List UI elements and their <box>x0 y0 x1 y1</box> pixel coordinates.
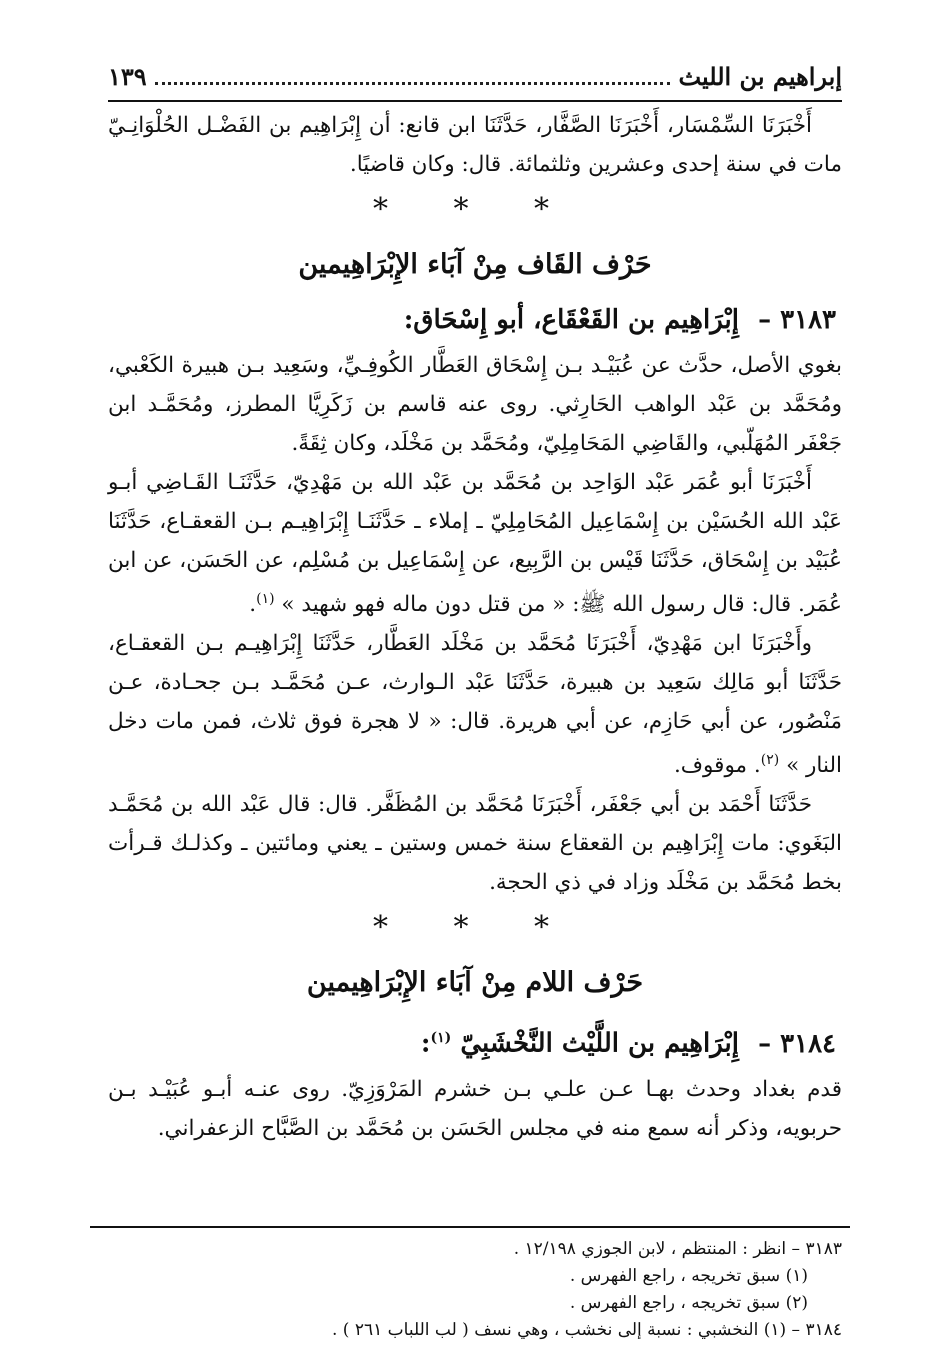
footnote-mark-2: (٢) <box>760 752 780 769</box>
entry-3183-bio: بغوي الأصل، حدَّث عن عُبَيْـد بـن إِسْحَاق العَطَّار الكُوفِـيِّ، وسَعِيد بـن هبيرة الكَعْبي، ومُحَمَّد بن عَبْد الواهب الحَارِثي. روى عنه قاسم بن زَكَرِيَّا المطرز، ومُحَمَّـد ابن جَعْفَر المُهَلّبي، والقَاضِي المَحَامِلِيّ، ومُحَمَّد بن مَخْلَد، وكان ثِقَةً. <box>108 353 842 456</box>
hadith-2-tail: . موقوف. <box>673 753 761 779</box>
page-header <box>108 62 842 91</box>
entry-3184-bio: قدم بغداد وحدث بهـا عـن علـي بـن خشرم المَرْوَزِيّ. روى عنـه أبـو عُبَيْـد بـن حربويه، وذكر أنه سمع منه في مجلس الحَسَن بن مُحَمَّد بن الصَّبَّاح الزعفراني. <box>108 1076 842 1141</box>
entry-title: إِبْرَاهِيم بن القَعْقَاع، أبو إِسْحَاق: <box>403 305 740 335</box>
footnote-mark: (١) <box>430 1030 452 1047</box>
entry-heading-3184 <box>108 1012 842 1070</box>
header-dots <box>155 82 671 85</box>
entry-3183-hadith-1 <box>108 463 842 624</box>
entry-number: ٣١٨٤ – <box>758 1028 836 1059</box>
hadith-1-tail: . <box>249 592 257 618</box>
entry-number: ٣١٨٣ – <box>758 305 836 335</box>
hadith-2-text: وأَخْبَرَنَا ابن مَهْدِيّ، أَخْبَرَنَا مُحَمَّد بن مَخْلَد العَطَّار، حَدَّثَنَا إِبْرَاهِيـم بـن القعقـاع، حَدَّثَنَا أبو مَالِك سَعِيد بن هبيرة، حَدَّثَنَا عَبْد الـوارث، عـن مُحَمَّـد بـن جحـادة، عـن مَنْصُور، عن أبي حَازِم، عن أبي هريرة. قال: « لا هجرة فوق ثلاث، فمن مات دخل النار » <box>108 631 842 779</box>
intro-paragraph: أَخْبَرَنَا السِّمْسَار، أَخْبَرَنَا الصَّفَّار، حَدَّثَنَا ابن قانع: أن إِبْرَاهِيم بن الفَضْـل الحُلْوَانِـيّ مات في سنة إحدى وعشرين وثلثمائة. قال: وكان قاضيًا. <box>108 113 842 177</box>
footnote-mark-1: (١) <box>256 591 275 607</box>
header-rule <box>108 100 842 102</box>
chapter-heading-lam: حَرْف اللام مِنْ آبَاء الإِبْرَاهِيمين <box>306 967 644 999</box>
hadith-1-text: أَخْبَرَنَا أبو عُمَر عَبْد الوَاحِد بن مُحَمَّد بن عَبْد الله بن مَهْدِيّ، حَدَّثَنَـا القَـاضِي أبـو عَبْد الله الحُسَيْن بن إِسْمَاعِيل المُحَامِلِيّ ـ إملاء ـ حَدَّثَنَـا إِبْرَاهِيـم بـن القعقـاع، حَدَّثَنَا عُبَيْد بن إِسْحَاق، حَدَّثَنَا قَيْس بن الرَّبِيع، عن إِسْمَاعِيل بن مُسْلِم، عن الحَسَن، عن ابن عُمَر. قال: قال رسول الله ﷺ: « من قتل دون ماله فهو شهيد » <box>108 470 842 618</box>
footnote-3184-1: ٣١٨٤ – (١) النخشبي : نسبة إلى نخشب ، وهي نسف ( لب اللباب ٢٦١ ) . <box>331 1320 842 1340</box>
entry-3183-hadith-2 <box>108 624 842 785</box>
page-body <box>108 106 842 1148</box>
footnote-3183-source: ٣١٨٣ – انظر : المنتظم ، لابن الجوزي ١٢/١٩٨ . <box>513 1239 842 1259</box>
separator-stars: * * * <box>372 192 578 227</box>
entry-3183-death: حَدَّثَنَا أَحْمَد بن أبي جَعْفَر، أَخْبَرَنَا مُحَمَّد بن المُظَفَّر. قال: قال عَبْد الله بن مُحَمَّـد البَغَوي: مات إِبْرَاهِيم بن القعقاع سنة خمس وستين ـ يعني ومائتين ـ وكذلـك قـرأت بخط مُحَمَّد بن مَخْلَد وزاد في ذي الحجة. <box>108 792 842 896</box>
entry-title: إِبْرَاهِيم بن اللَّيْث النَّخْشَبِيّ <box>460 1028 740 1059</box>
page-number: ١٣٩ <box>108 62 147 91</box>
footnotes <box>108 1236 842 1344</box>
running-title: إبراهيم بن الليث <box>678 62 842 91</box>
footnote-3183-2: (٢) سبق تخريجه ، راجع الفهرس . <box>569 1293 808 1313</box>
footnote-divider <box>90 1226 850 1228</box>
footnote-3183-1: (١) سبق تخريجه ، راجع الفهرس . <box>569 1266 808 1286</box>
entry-title-end: : <box>420 1028 431 1059</box>
entry-heading-3183 <box>108 294 842 346</box>
chapter-heading-qaf: حَرْف القَاف مِنْ آبَاء الإِبْرَاهِيمين <box>298 249 652 280</box>
separator-stars-2: * * * <box>372 910 578 946</box>
